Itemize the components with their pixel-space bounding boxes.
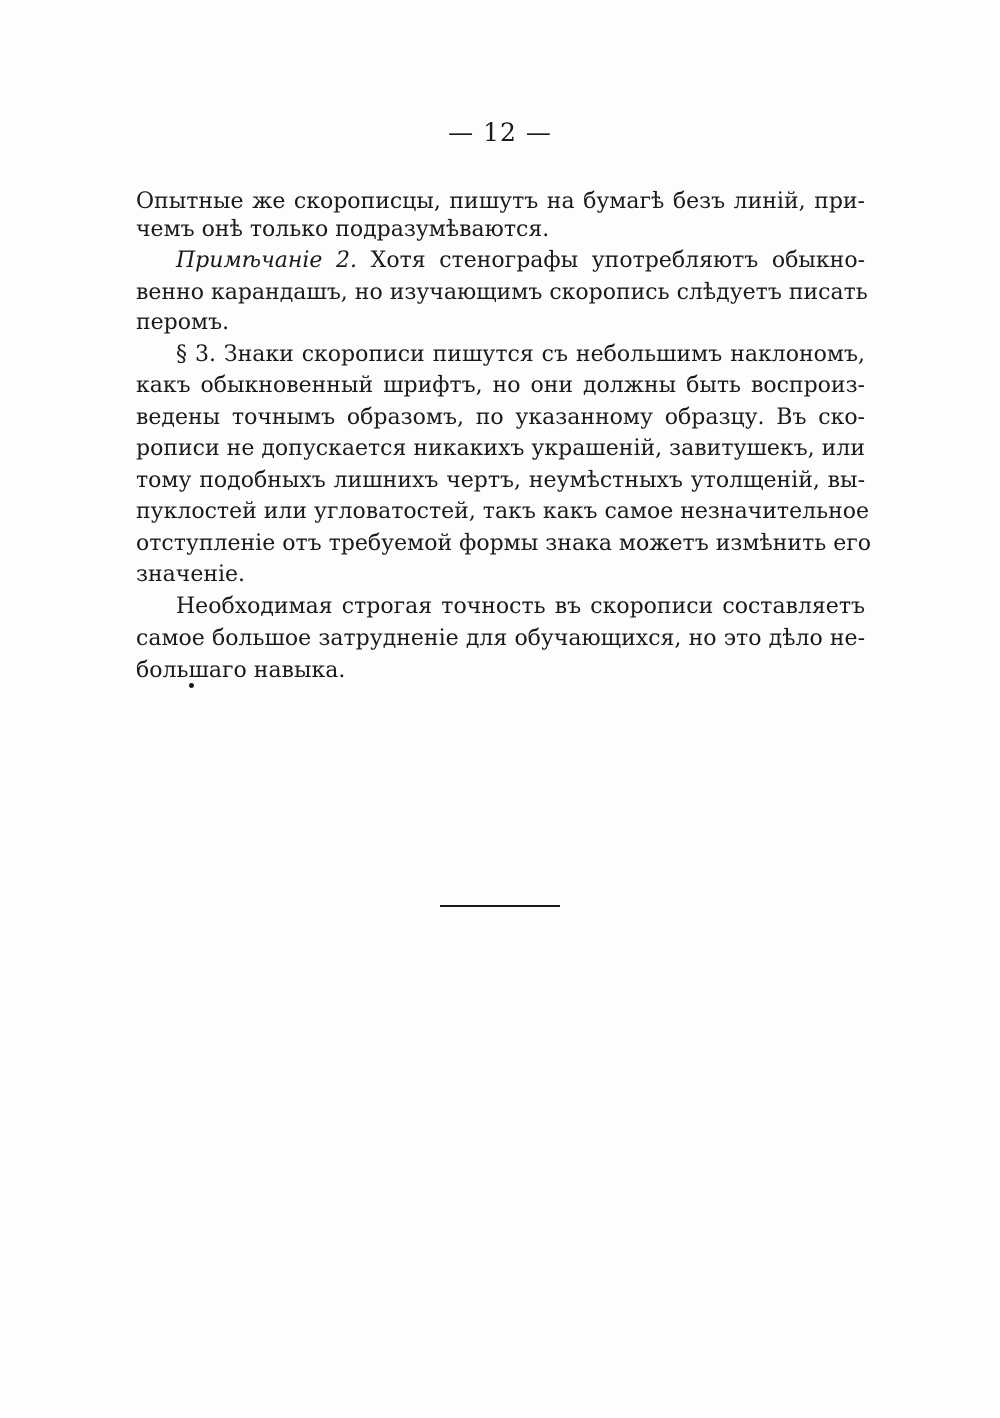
text-line: Опытные же скорописцы, пишутъ на бумагѣ безъ линій, при-	[136, 189, 865, 214]
text-line: значеніе.	[136, 562, 246, 587]
text-line: Необходимая строгая точность въ скорописи составляетъ	[176, 594, 865, 619]
text-line: чемъ онѣ только подразумѣваются.	[136, 217, 550, 242]
text-line: ведены точнымъ образомъ, по указанному образцу. Въ ско-	[136, 405, 865, 430]
text-line	[176, 245, 865, 276]
page-number: — 12 —	[448, 118, 552, 147]
end-rule	[440, 905, 560, 907]
text-line: рописи не допускается никакихъ украшеній, завитушекъ, или	[136, 436, 865, 461]
ink-speck	[189, 683, 194, 688]
text-line: отступленіе отъ требуемой формы знака можетъ измѣнить его	[136, 531, 872, 556]
text-line: перомъ.	[136, 310, 230, 335]
text-line: какъ обыкновенный шрифтъ, но они должны быть воспроиз-	[136, 373, 865, 398]
text-line: венно карандашъ, но изучающимъ скоропись слѣдуетъ писать	[136, 280, 868, 305]
text-line: самое большое затрудненіе для обучающихся, но это дѣло не-	[136, 626, 865, 651]
note-label: Примѣчаніе 2.	[176, 248, 358, 273]
text-line: пуклостей или угловатостей, такъ какъ самое незначительное	[136, 499, 869, 524]
note-text: Хотя стенографы употребляютъ обыкно-	[370, 248, 865, 273]
text-line: тому подобныхъ лишнихъ чертъ, неумѣстныхъ утолщеній, вы-	[136, 468, 865, 493]
text-line: большаго навыка.	[136, 658, 346, 683]
text-line: § 3. Знаки скорописи пишутся съ небольшимъ наклономъ,	[176, 342, 865, 367]
